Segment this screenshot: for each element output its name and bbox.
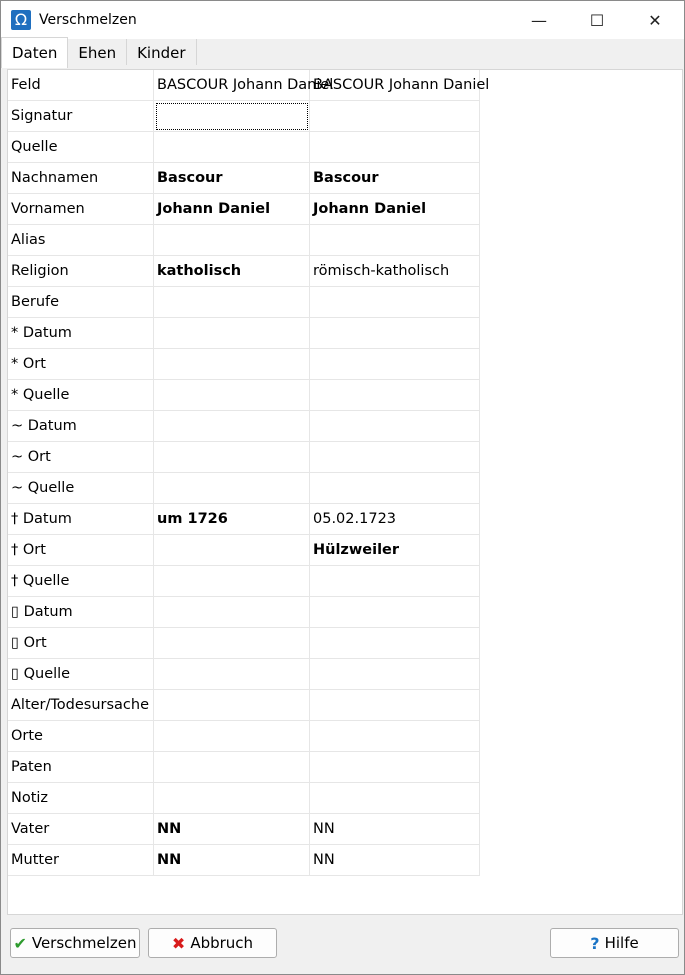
minimize-button[interactable]: — bbox=[531, 10, 547, 30]
merge-grid-panel bbox=[7, 69, 683, 915]
grid-row bbox=[8, 504, 480, 535]
field-label-cell: Berufe bbox=[8, 287, 154, 318]
field-label-cell: Alias bbox=[8, 225, 154, 256]
field-label-cell: Paten bbox=[8, 752, 154, 783]
person-b-cell[interactable] bbox=[310, 287, 480, 318]
person-b-cell[interactable] bbox=[310, 721, 480, 752]
person-a-cell[interactable] bbox=[154, 783, 310, 814]
person-b-cell[interactable] bbox=[310, 783, 480, 814]
person-a-cell[interactable] bbox=[154, 659, 310, 690]
grid-row bbox=[8, 194, 480, 225]
person-b-cell[interactable]: römisch-katholisch bbox=[310, 256, 480, 287]
person-a-cell[interactable] bbox=[154, 380, 310, 411]
person-a-cell[interactable] bbox=[154, 442, 310, 473]
person-a-cell[interactable] bbox=[154, 318, 310, 349]
field-label-cell: ▯ Ort bbox=[8, 628, 154, 659]
grid-row bbox=[8, 225, 480, 256]
person-b-cell[interactable] bbox=[310, 132, 480, 163]
person-b-cell[interactable] bbox=[310, 225, 480, 256]
grid-row bbox=[8, 349, 480, 380]
tab-kinder[interactable]: Kinder bbox=[127, 39, 196, 65]
grid-row bbox=[8, 690, 480, 721]
checkmark-icon: ✔ bbox=[13, 933, 27, 953]
person-b-cell[interactable]: Bascour bbox=[310, 163, 480, 194]
maximize-button[interactable]: ☐ bbox=[589, 10, 605, 30]
app-omega-icon: Ω bbox=[11, 10, 31, 30]
grid-row bbox=[8, 70, 480, 101]
person-b-cell[interactable] bbox=[310, 752, 480, 783]
field-label-cell: Vornamen bbox=[8, 194, 154, 225]
person-b-cell[interactable]: Hülzweiler bbox=[310, 535, 480, 566]
help-button-label: Hilfe bbox=[604, 934, 639, 952]
field-label-cell: ~ Ort bbox=[8, 442, 154, 473]
person-a-cell[interactable] bbox=[154, 287, 310, 318]
person-a-cell[interactable]: NN bbox=[154, 845, 310, 876]
person-b-cell[interactable]: Johann Daniel bbox=[310, 194, 480, 225]
grid-row bbox=[8, 318, 480, 349]
close-button[interactable]: ✕ bbox=[648, 10, 662, 30]
person-b-cell[interactable] bbox=[310, 380, 480, 411]
window-title: Verschmelzen bbox=[39, 12, 137, 28]
merge-grid bbox=[8, 70, 490, 876]
grid-row bbox=[8, 256, 480, 287]
tab-daten[interactable]: Daten bbox=[1, 37, 68, 68]
grid-row bbox=[8, 132, 480, 163]
person-a-cell[interactable] bbox=[154, 349, 310, 380]
field-label-cell: Quelle bbox=[8, 132, 154, 163]
person-a-cell[interactable] bbox=[154, 411, 310, 442]
field-label-cell: * Datum bbox=[8, 318, 154, 349]
field-label-cell: Alter/Todesursache bbox=[8, 690, 154, 721]
person-a-cell[interactable]: katholisch bbox=[154, 256, 310, 287]
person-b-cell[interactable]: BASCOUR Johann Daniel bbox=[310, 70, 480, 101]
grid-row bbox=[8, 659, 480, 690]
cross-icon: ✖ bbox=[171, 933, 186, 953]
person-a-cell[interactable] bbox=[154, 752, 310, 783]
grid-row bbox=[8, 287, 480, 318]
field-label-cell: Signatur bbox=[8, 101, 154, 132]
field-label-cell: ~ Datum bbox=[8, 411, 154, 442]
person-b-cell[interactable] bbox=[310, 566, 480, 597]
tab-bar bbox=[1, 39, 684, 67]
person-b-cell[interactable]: 05.02.1723 bbox=[310, 504, 480, 535]
grid-row bbox=[8, 783, 480, 814]
person-a-cell[interactable]: Bascour bbox=[154, 163, 310, 194]
person-a-cell[interactable]: um 1726 bbox=[154, 504, 310, 535]
person-a-cell[interactable] bbox=[154, 597, 310, 628]
tab-ehen[interactable]: Ehen bbox=[68, 39, 127, 65]
person-b-cell[interactable]: NN bbox=[310, 845, 480, 876]
person-a-cell[interactable]: Johann Daniel bbox=[154, 194, 310, 225]
field-label-cell: Feld bbox=[8, 70, 154, 101]
merge-button-label: Verschmelzen bbox=[31, 934, 137, 952]
person-b-cell[interactable] bbox=[310, 628, 480, 659]
person-b-cell[interactable] bbox=[310, 690, 480, 721]
grid-row bbox=[8, 535, 480, 566]
field-label-cell: Nachnamen bbox=[8, 163, 154, 194]
field-label-cell: † Quelle bbox=[8, 566, 154, 597]
field-label-cell: Notiz bbox=[8, 783, 154, 814]
grid-row bbox=[8, 411, 480, 442]
grid-row bbox=[8, 442, 480, 473]
person-b-cell[interactable] bbox=[310, 411, 480, 442]
field-label-cell: ▯ Datum bbox=[8, 597, 154, 628]
field-label-cell: Orte bbox=[8, 721, 154, 752]
person-b-cell[interactable] bbox=[310, 473, 480, 504]
grid-row bbox=[8, 566, 480, 597]
field-label-cell: Mutter bbox=[8, 845, 154, 876]
person-b-cell[interactable]: NN bbox=[310, 814, 480, 845]
window-controls bbox=[510, 1, 684, 39]
grid-row bbox=[8, 597, 480, 628]
grid-row bbox=[8, 163, 480, 194]
grid-row bbox=[8, 628, 480, 659]
field-label-cell: ▯ Quelle bbox=[8, 659, 154, 690]
cancel-button-label: Abbruch bbox=[190, 934, 254, 952]
field-label-cell: Vater bbox=[8, 814, 154, 845]
person-a-cell[interactable] bbox=[154, 721, 310, 752]
merge-button[interactable] bbox=[10, 928, 140, 958]
person-a-cell[interactable]: BASCOUR Johann Daniel bbox=[154, 70, 310, 101]
grid-row bbox=[8, 845, 480, 876]
field-label-cell: * Ort bbox=[8, 349, 154, 380]
person-a-cell[interactable]: NN bbox=[154, 814, 310, 845]
person-a-cell[interactable] bbox=[154, 628, 310, 659]
field-label-cell: * Quelle bbox=[8, 380, 154, 411]
person-b-cell[interactable] bbox=[310, 442, 480, 473]
person-b-cell[interactable] bbox=[310, 349, 480, 380]
grid-row bbox=[8, 380, 480, 411]
grid-row bbox=[8, 814, 480, 845]
person-a-cell[interactable] bbox=[154, 535, 310, 566]
person-a-cell[interactable] bbox=[154, 473, 310, 504]
field-label-cell: ~ Quelle bbox=[8, 473, 154, 504]
person-a-cell[interactable] bbox=[154, 101, 310, 132]
question-icon: ? bbox=[590, 933, 600, 953]
person-b-cell[interactable] bbox=[310, 597, 480, 628]
cancel-button[interactable] bbox=[148, 928, 277, 958]
grid-row bbox=[8, 721, 480, 752]
grid-row bbox=[8, 473, 480, 504]
person-a-cell[interactable] bbox=[154, 690, 310, 721]
grid-row bbox=[8, 752, 480, 783]
field-label-cell: † Datum bbox=[8, 504, 154, 535]
person-b-cell[interactable] bbox=[310, 659, 480, 690]
field-label-cell: Religion bbox=[8, 256, 154, 287]
field-label-cell: † Ort bbox=[8, 535, 154, 566]
person-a-cell[interactable] bbox=[154, 566, 310, 597]
help-button[interactable] bbox=[550, 928, 679, 958]
person-b-cell[interactable] bbox=[310, 101, 480, 132]
title-bar bbox=[1, 1, 684, 39]
grid-row bbox=[8, 101, 480, 132]
person-a-cell[interactable] bbox=[154, 132, 310, 163]
person-a-cell[interactable] bbox=[154, 225, 310, 256]
button-bar bbox=[1, 915, 684, 974]
person-b-cell[interactable] bbox=[310, 318, 480, 349]
